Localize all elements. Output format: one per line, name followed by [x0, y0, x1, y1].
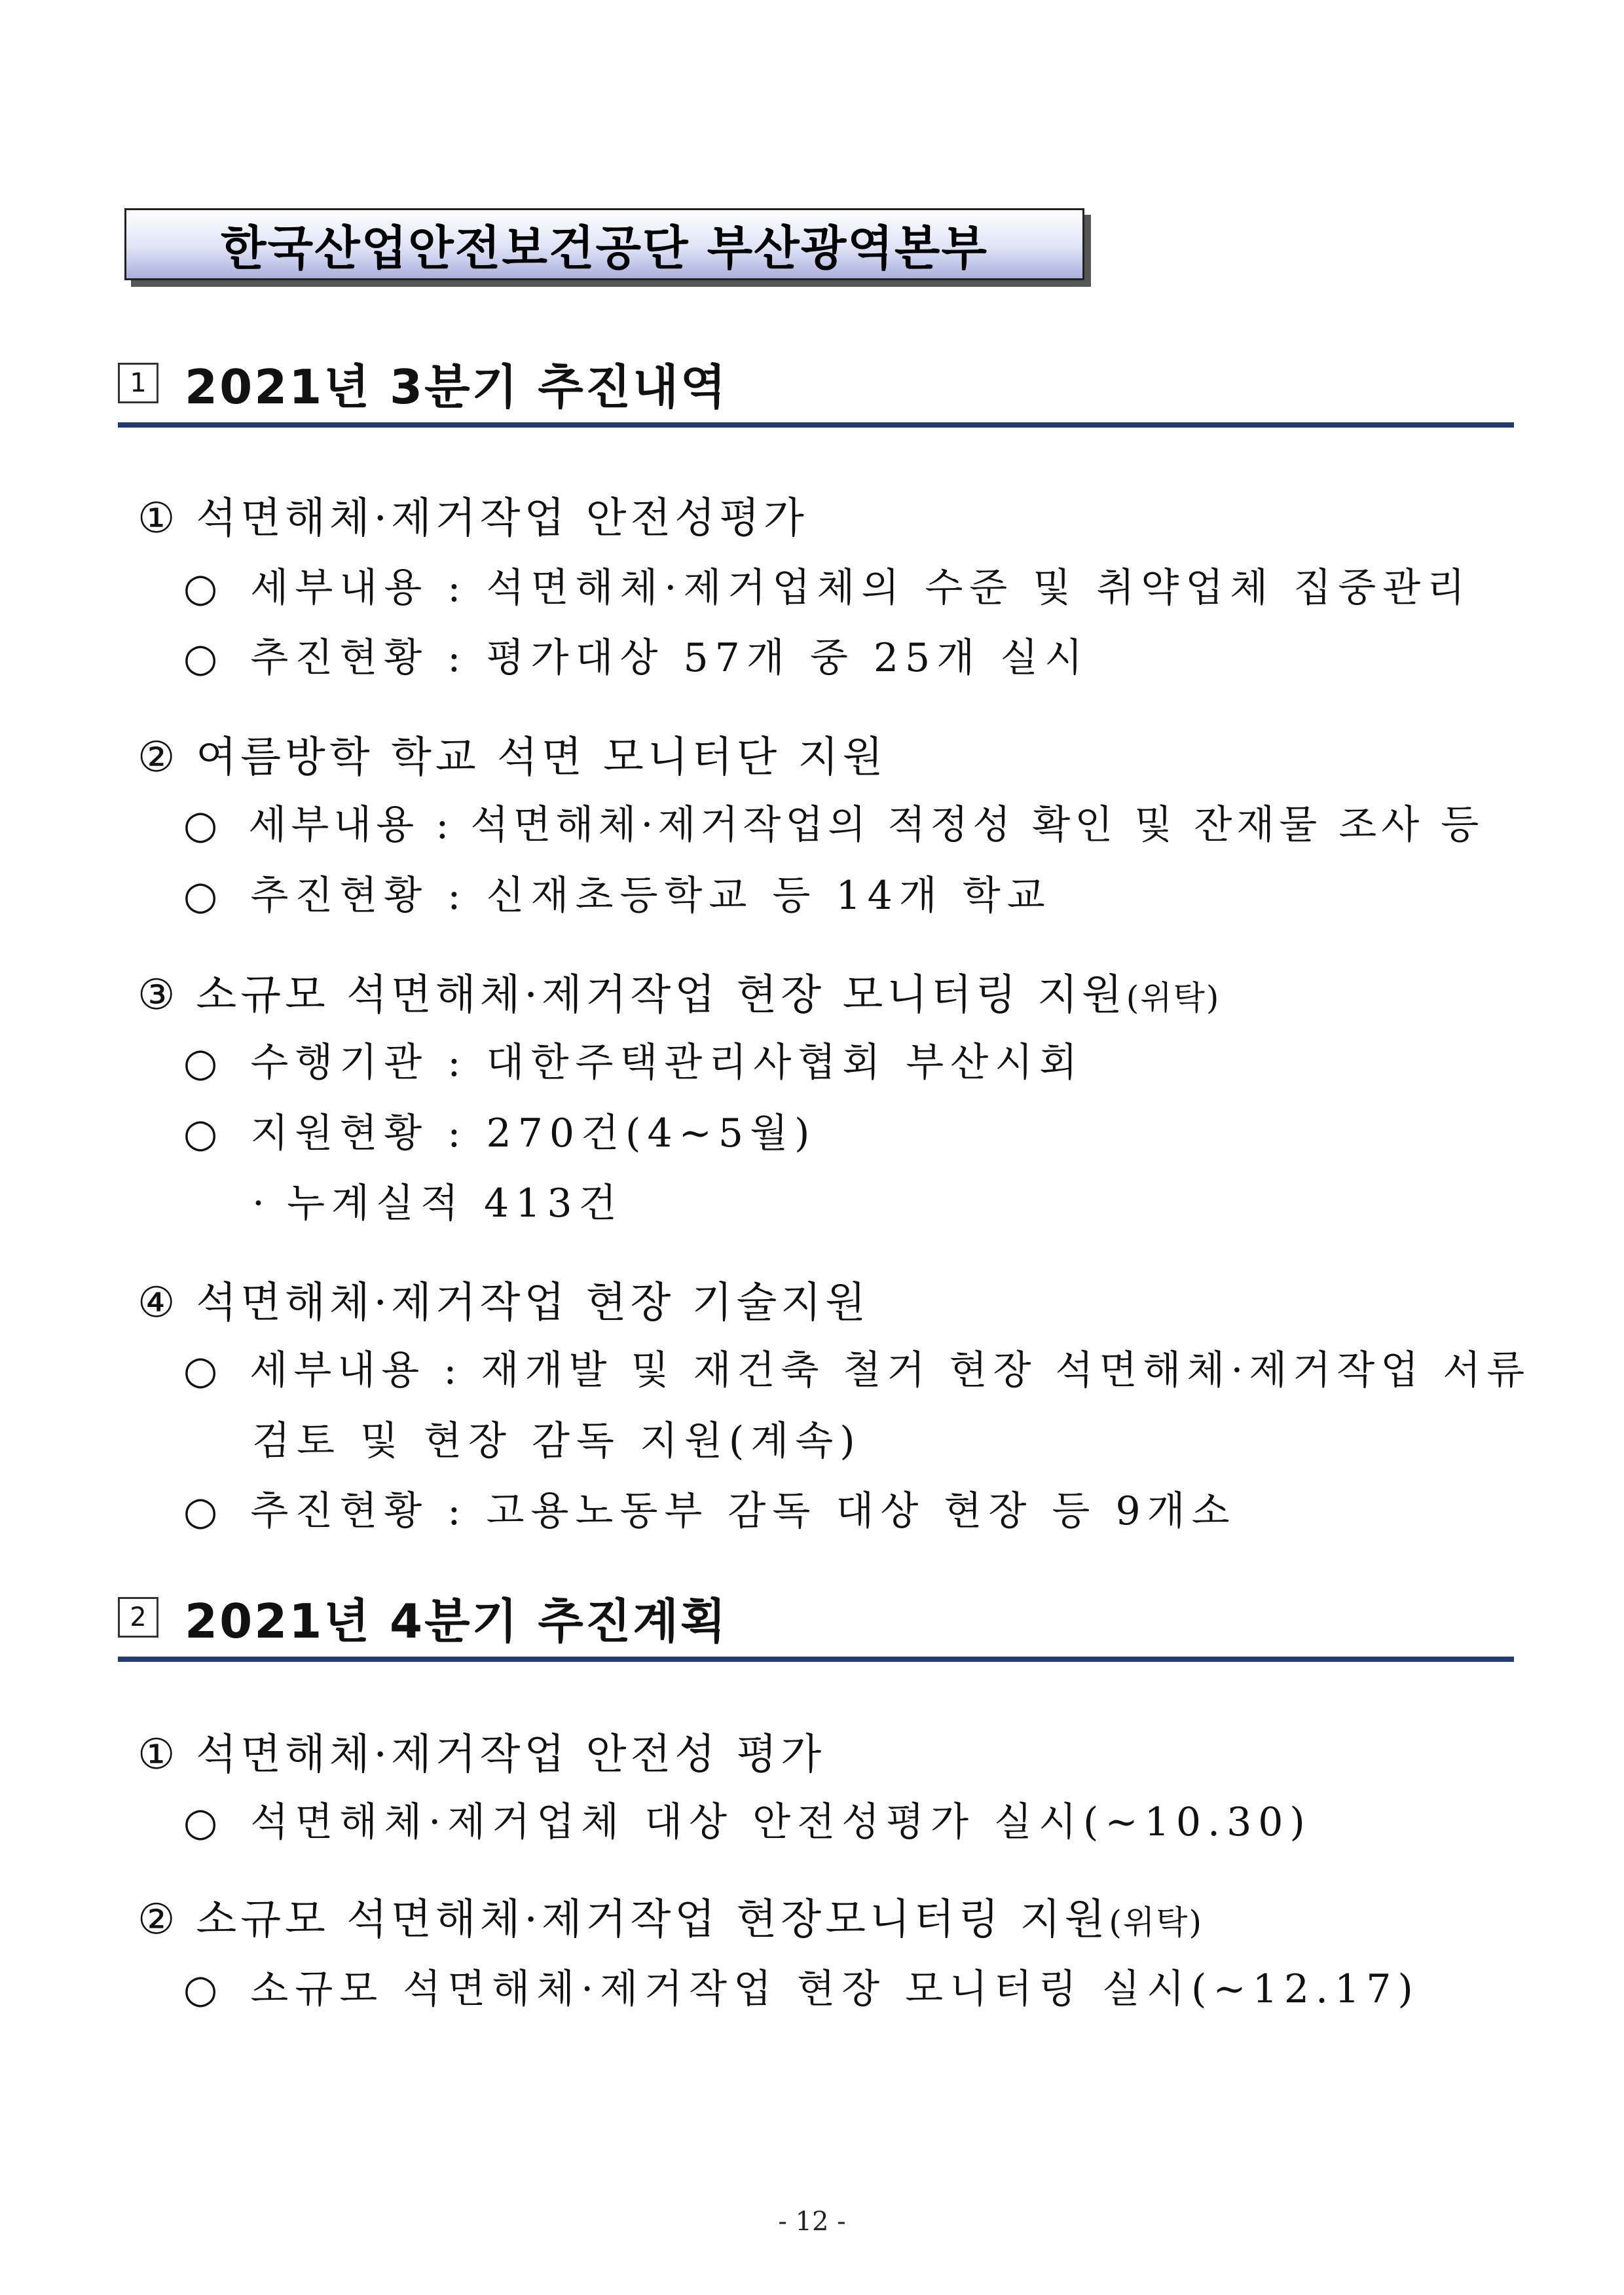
circle-bullet: ○	[183, 1799, 225, 1845]
item-line-continuation	[252, 1410, 862, 1466]
item-line	[183, 1031, 1084, 1088]
item-line	[183, 1791, 1312, 1847]
item-line	[183, 1480, 1236, 1536]
line-text: 지원현황 : 270건(4~5월)	[250, 1111, 817, 1156]
line-text: 세부내용 : 석면해체·제거업체의 수준 및 취약업체 집중관리	[250, 565, 1472, 611]
item-line	[183, 1958, 1420, 2014]
item-marker: ④	[138, 1279, 179, 1327]
item-title-suffix: (위탁)	[1126, 979, 1221, 1017]
item-marker: ①	[138, 1731, 179, 1779]
page-number: - 12 -	[778, 2207, 846, 2237]
circle-bullet: ○	[183, 1348, 224, 1393]
line-text: 소규모 석면해체·제거작업 현장 모니터링 실시(~12.17)	[250, 1966, 1420, 2012]
circle-bullet: ○	[183, 1040, 225, 1086]
section-number-box: 1	[118, 363, 158, 403]
item-title: 소규모 석면해체·제거작업 현장모니터링 지원	[196, 1896, 1109, 1944]
item-title: 석면해체·제거작업 안전성 평가	[196, 1731, 826, 1779]
item-title-suffix: (위탁)	[1109, 1903, 1204, 1941]
circle-bullet: ○	[183, 635, 225, 681]
item-heading	[138, 724, 887, 784]
title-banner	[124, 208, 1084, 280]
circle-bullet: ○	[183, 873, 225, 919]
item-marker: ③	[138, 971, 179, 1019]
line-text: 추진현황 : 신재초등학교 등 14개 학교	[250, 873, 1052, 919]
circle-bullet: ○	[183, 802, 223, 848]
dot-bullet: ·	[252, 1181, 272, 1226]
section-number-box: 2	[118, 1597, 158, 1638]
item-line	[183, 864, 1052, 921]
item-title: 여름방학 학교 석면 모니터단 지원	[196, 733, 887, 782]
item-line	[252, 1172, 623, 1228]
item-marker: ②	[138, 733, 179, 782]
item-line	[183, 1339, 1530, 1395]
item-marker: ②	[138, 1896, 179, 1944]
line-text: 검토 및 현장 감독 지원(계속)	[252, 1418, 862, 1464]
line-text: 수행기관 : 대한주택관리사협회 부산시회	[250, 1040, 1084, 1086]
item-line	[183, 794, 1483, 850]
line-text: 추진현황 : 고용노동부 감독 대상 현장 등 9개소	[250, 1488, 1236, 1534]
item-heading	[138, 1886, 1203, 1946]
line-text: 석면해체·제거업체 대상 안전성평가 실시(~10.30)	[250, 1799, 1312, 1845]
circle-bullet: ○	[183, 1111, 225, 1156]
line-text: 세부내용 : 재개발 및 재건축 철거 현장 석면해체·제거작업 서류	[249, 1348, 1531, 1393]
item-title: 소규모 석면해체·제거작업 현장 모니터링 지원	[196, 971, 1126, 1019]
item-marker: ①	[138, 494, 179, 543]
line-text: 누계실적 413건	[287, 1181, 623, 1226]
item-heading	[138, 961, 1220, 1021]
item-line	[183, 1102, 816, 1158]
item-title: 석면해체·제거작업 안전성평가	[196, 494, 808, 543]
section-1-heading	[118, 350, 728, 416]
section-divider	[118, 1657, 1514, 1662]
section-title: 2021년 3분기 추진내역	[185, 359, 728, 414]
item-heading	[138, 485, 808, 545]
circle-bullet: ○	[183, 565, 225, 611]
line-text: 추진현황 : 평가대상 57개 중 25개 실시	[250, 635, 1090, 681]
circle-bullet: ○	[183, 1966, 225, 2012]
item-line	[183, 557, 1471, 613]
item-title: 석면해체·제거작업 현장 기술지원	[196, 1279, 870, 1327]
section-title: 2021년 4분기 추진계획	[185, 1594, 728, 1649]
item-heading	[138, 1721, 825, 1781]
line-text: 세부내용 : 석면해체·제거작업의 적정성 확인 및 잔재물 조사 등	[248, 802, 1484, 848]
circle-bullet: ○	[183, 1488, 225, 1534]
section-divider	[118, 422, 1514, 428]
section-2-heading	[118, 1585, 728, 1650]
page-title: 한국산업안전보건공단 부산광역본부	[221, 221, 988, 276]
item-heading	[138, 1269, 870, 1329]
item-line	[183, 627, 1089, 683]
